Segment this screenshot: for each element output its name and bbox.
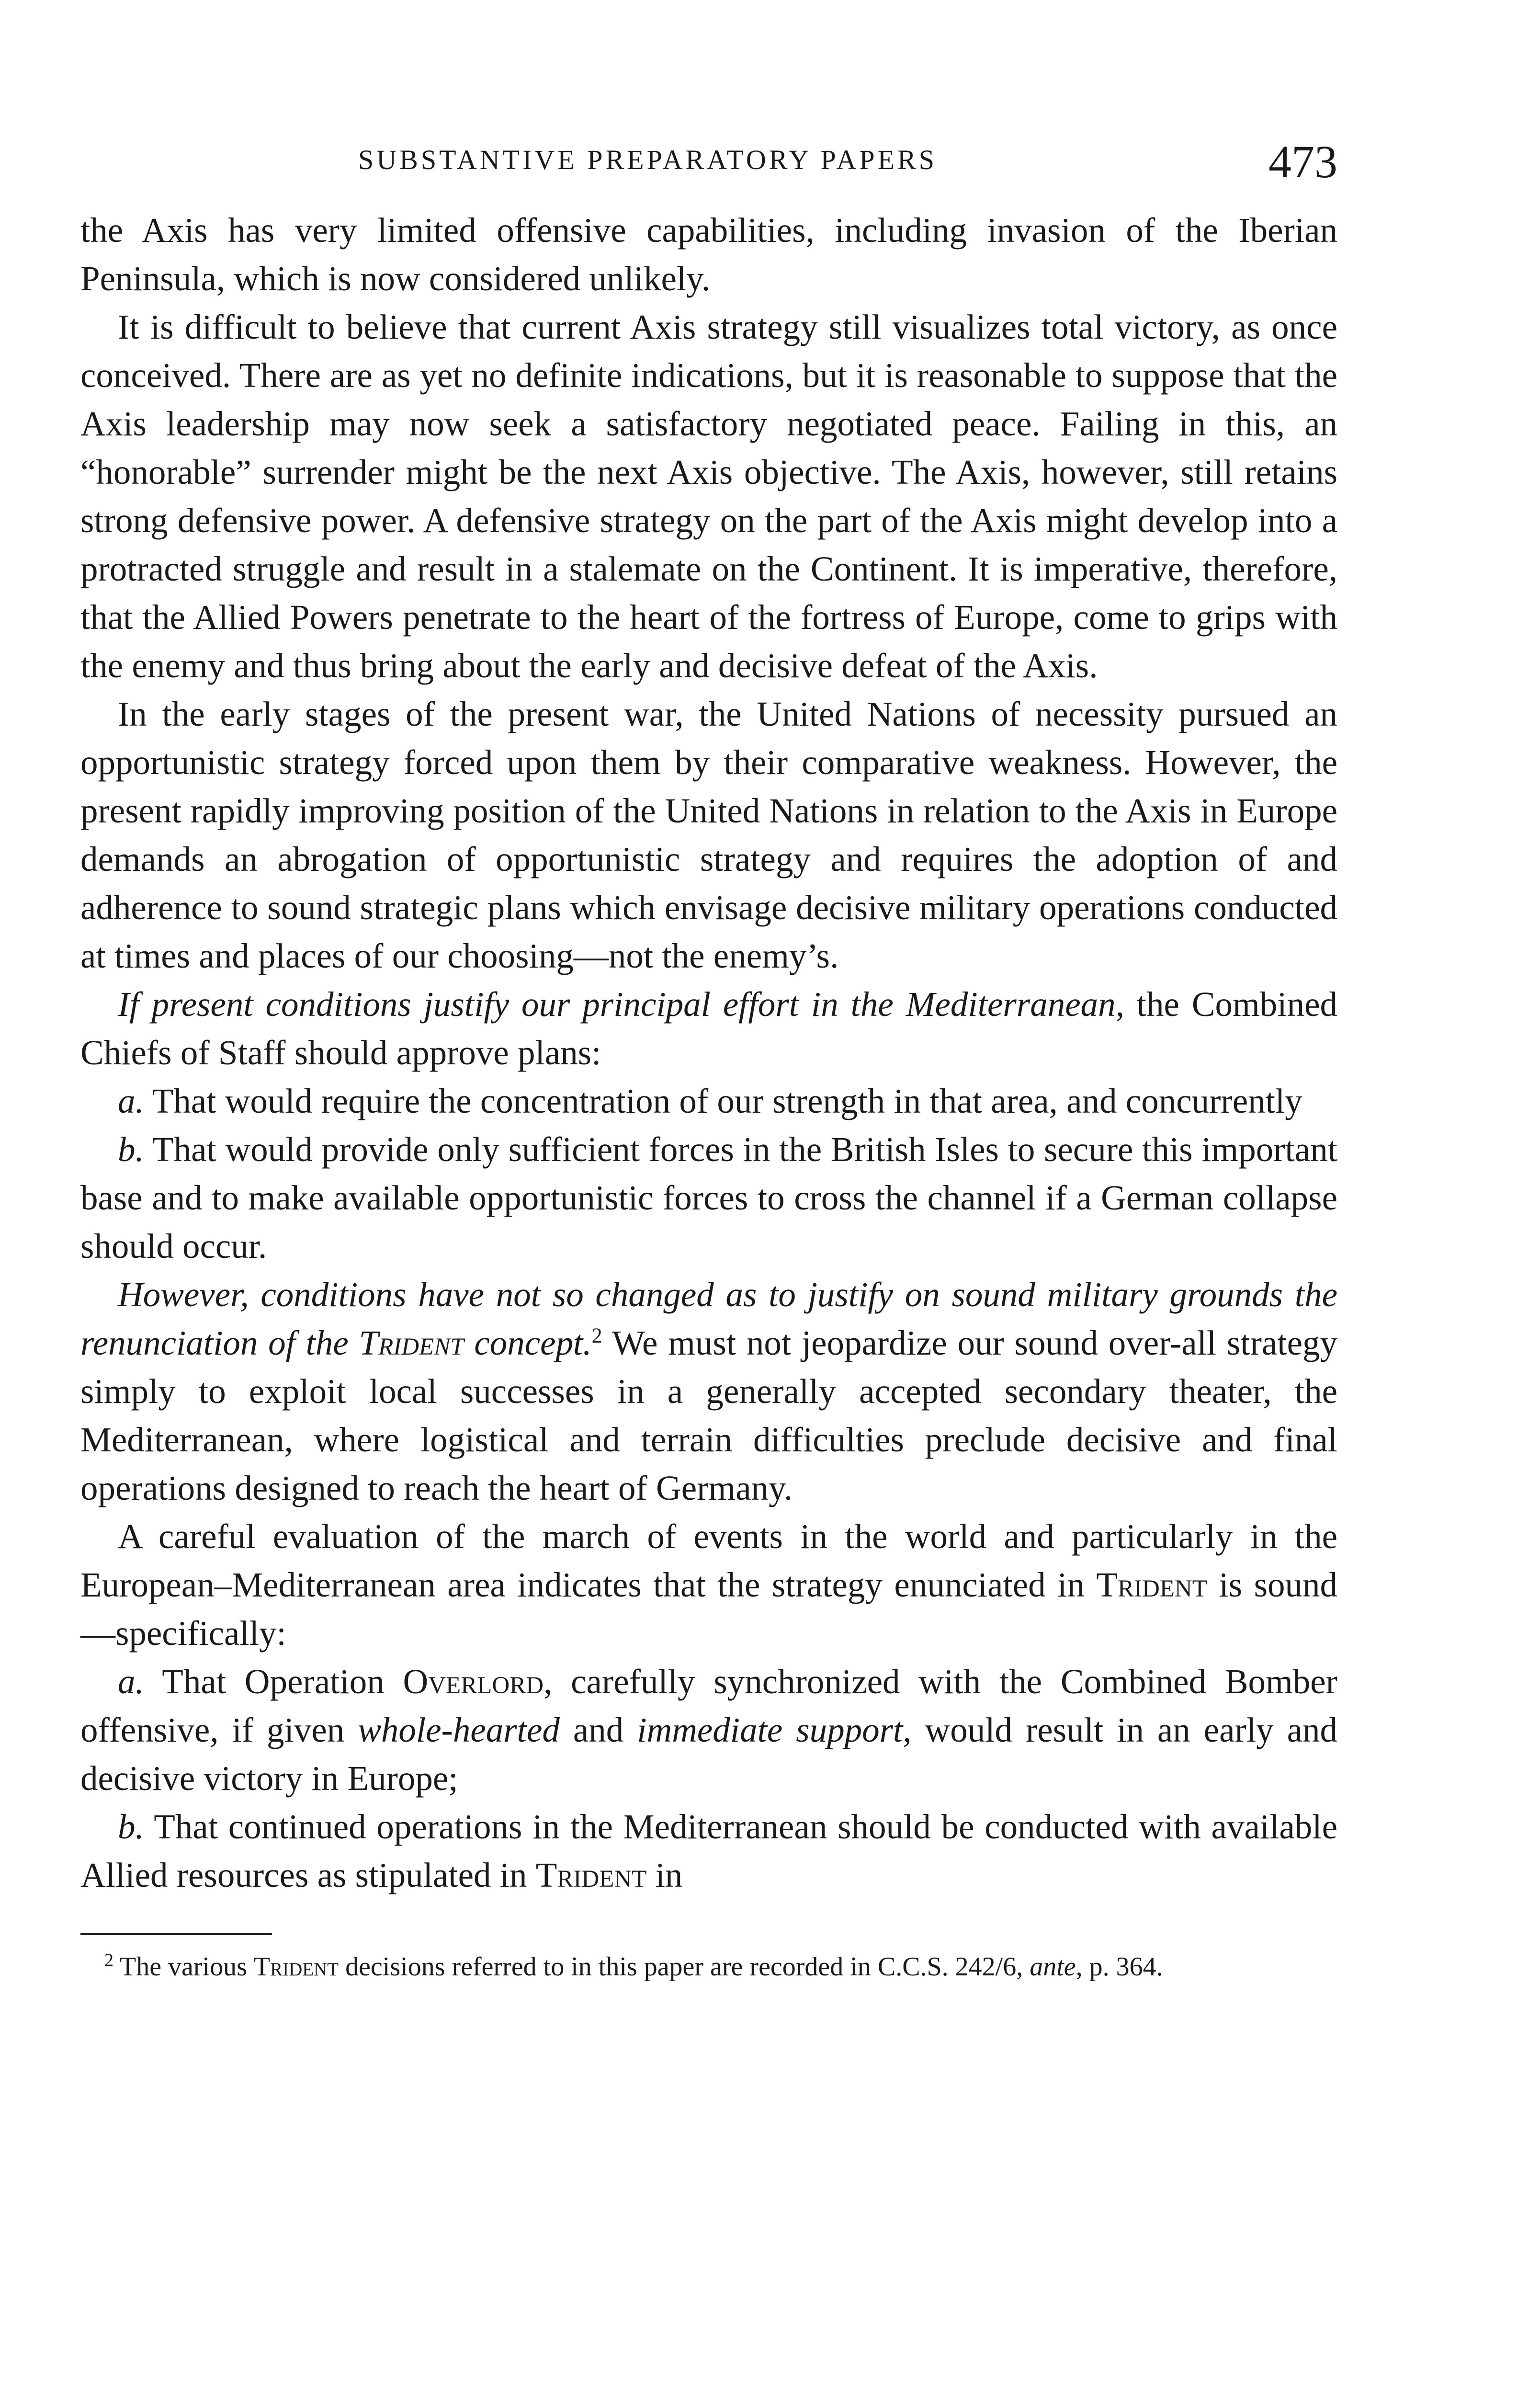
list-item-text: That Operation [144, 1662, 403, 1701]
paragraph-axis-strategy [80, 303, 1337, 690]
paragraph-text: is sound—specifically: [80, 1565, 1337, 1653]
list-item-b [80, 1125, 1337, 1270]
footnote-marker: 2 [104, 1950, 113, 1971]
list-item-b-mediterranean [80, 1802, 1337, 1899]
paragraph-text: the Axis has very limited offensive capabilities, including invasion of the Iberian Peninsula, which is now considered unlikely. [80, 211, 1337, 298]
footnote-text: , p. 364. [1076, 1952, 1163, 1982]
overlord-small-caps: Overlord [403, 1662, 544, 1701]
italic-text: ante [1030, 1952, 1076, 1982]
footnote-text: The various [113, 1952, 254, 1982]
list-label: b. [118, 1807, 144, 1846]
trident-small-caps: Trident [1096, 1565, 1207, 1604]
list-item-text: , carefully synchronized with the Combined Bomber offensive, if given [80, 1662, 1337, 1749]
footnote-divider [80, 1933, 272, 1935]
list-item-text: That would require the concentration of our strength in that area, and concurrently [144, 1082, 1302, 1120]
footnote-reference: 2 [591, 1323, 602, 1347]
paragraph-text: It is difficult to believe that current Axis strategy still visualizes total victory, as once conceived. There are as yet no definite indications, but it is reasonable to suppose that the Axis leadership may now seek a satisfactory negotiated peace. Failing in this, an “honorable” surrender might be the next Axis objective. The Axis, however, still retains strong defensive power. A defensive strategy on the part of the Axis might develop into a protracted struggle and result in a stalemate on the Continent. It is imperative, therefore, that the Allied Powers penetrate to the heart of the fortress of Europe, come to grips with the enemy and thus bring about the early and decisive defeat of the Axis. [80, 308, 1337, 685]
list-item-text: and [559, 1711, 637, 1749]
document-page [80, 136, 1338, 1984]
paragraph-careful-evaluation [80, 1512, 1337, 1657]
paragraph-text: A careful evaluation of the march of events in the world and particularly in the European–Mediterranean area indicates that the strategy enunciated in [80, 1517, 1337, 1604]
italic-text: However, conditions have not so changed as to justify on sound military grounds the renunciation of the [80, 1275, 1337, 1362]
paragraph-text: In the early stages of the present war, the United Nations of necessity pursued an opportunistic strategy forced upon them by their comparative weakness. However, the present rapidly improving position of the United Nations in relation to the Axis in Europe demands an abrogation of opportunistic strategy and requires the adoption of and adherence to sound strategic plans which envisage decisive military operations conducted at times and places of our choosing—not the enemy’s. [80, 695, 1337, 975]
list-item-text: , would result in an early and decisive victory in Europe; [80, 1711, 1337, 1798]
italic-text: immediate support [637, 1711, 903, 1749]
list-item-text: That continued operations in the Mediterranean should be conducted with available Allied resources as stipulated in [80, 1807, 1337, 1894]
paragraph-continuation [80, 206, 1337, 303]
paragraph-text: We must not jeopardize our sound over-all strategy simply to exploit local successes in a generally accepted secondary theater, the Mediterranean, where logistical and terrain difficulties preclude decisive and final operations designed to reach the heart of Germany. [80, 1323, 1338, 1507]
list-item-text: in [646, 1856, 683, 1894]
list-item-text: That would provide only sufficient forces in the British Isles to secure this important base and to make available opportunistic forces to cross the channel if a German collapse should occur. [80, 1130, 1337, 1266]
list-label: b. [118, 1130, 144, 1169]
body-text [80, 206, 1337, 1899]
trident-small-caps: Trident [535, 1856, 647, 1894]
trident-small-caps: Trident [359, 1323, 464, 1362]
footnote-text: decisions referred to in this paper are recorded in C.C.S. 242/6, [339, 1952, 1030, 1982]
footnote [80, 1950, 1337, 1984]
paragraph-mediterranean-condition [80, 980, 1337, 1077]
list-label: a. [118, 1082, 144, 1120]
list-item-a [80, 1077, 1337, 1125]
running-title: SUBSTANTIVE PREPARATORY PAPERS [358, 144, 937, 175]
italic-text: whole-hearted [358, 1711, 560, 1749]
italic-text: concept. [464, 1323, 592, 1362]
trident-small-caps: Trident [253, 1952, 339, 1982]
paragraph-early-stages [80, 690, 1337, 980]
list-item-a-overlord [80, 1657, 1337, 1802]
page-number: 473 [1268, 136, 1337, 187]
paragraph-trident-concept [80, 1270, 1337, 1512]
list-label: a. [118, 1662, 144, 1701]
italic-text: If present conditions justify our principal effort in the Mediterranean, [118, 985, 1124, 1024]
running-head [80, 136, 1337, 206]
paragraph-text: the Combined Chiefs of Staff should approve plans: [80, 985, 1337, 1072]
